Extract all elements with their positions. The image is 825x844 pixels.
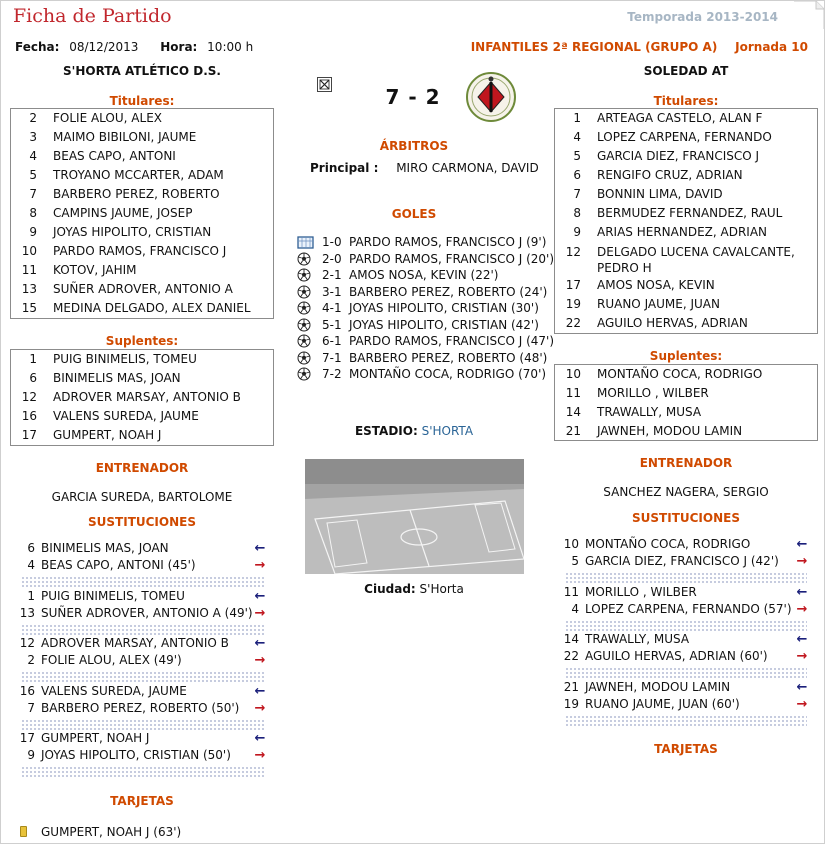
- sub-in-name: JAWNEH, MODOU LAMIN: [585, 679, 731, 694]
- match-score: 7 - 2: [385, 85, 441, 109]
- player-row: [555, 384, 817, 403]
- player-name: RENGIFO CRUZ, ADRIAN: [597, 168, 743, 182]
- stadium-link[interactable]: S'HORTA: [421, 424, 474, 438]
- player-row: [11, 426, 273, 445]
- substitution-entry: [17, 540, 271, 580]
- stadium-label: ESTADIO:: [354, 424, 418, 438]
- sub-out-name: FOLIE ALOU, ALEX (49'): [41, 653, 182, 667]
- page-title: Ficha de Partido: [13, 5, 172, 27]
- player-row: [555, 365, 817, 384]
- player-row: [555, 185, 817, 204]
- substitution-entry: [561, 631, 813, 671]
- player-number: 1: [29, 352, 37, 366]
- arrow-left-icon: ←: [796, 632, 808, 647]
- player-name: LOPEZ CARPENA, FERNANDO: [597, 130, 772, 144]
- player-row: [555, 204, 817, 223]
- away-subs-heading: Suplentes:: [649, 349, 723, 363]
- arrow-right-icon: →: [254, 700, 266, 716]
- player-row: [11, 261, 273, 280]
- player-name: JAWNEH, MODOU LAMIN: [597, 424, 743, 438]
- player-name: ARIAS HERNANDEZ, ADRIAN: [597, 225, 768, 239]
- player-name: FOLIE ALOU, ALEX: [53, 111, 162, 125]
- sub-player-in: [17, 588, 271, 605]
- player-name: JOYAS HIPOLITO, CRISTIAN: [53, 225, 212, 239]
- home-subs-list: [10, 349, 274, 446]
- arrow-left-icon: ←: [254, 731, 266, 746]
- date-value: 08/12/2013: [69, 40, 139, 54]
- player-row: [11, 109, 273, 128]
- substitution-entry: [17, 730, 271, 770]
- substitution-entry: [561, 679, 813, 719]
- player-name: BEAS CAPO, ANTONI: [53, 149, 176, 163]
- sub-out-number: 19: [563, 696, 579, 711]
- player-number: 5: [573, 149, 581, 163]
- player-row: [555, 295, 817, 314]
- home-starters-heading: Titulares:: [109, 94, 175, 108]
- soccer-ball-icon: [297, 318, 312, 332]
- sub-in-number: 6: [27, 541, 35, 555]
- arrow-right-icon: →: [796, 601, 808, 617]
- substitution-separator: [21, 624, 265, 636]
- soccer-ball-icon: [297, 301, 312, 315]
- arrow-left-icon: ←: [796, 537, 808, 552]
- sub-in-name: TRAWALLY, MUSA: [585, 632, 690, 646]
- goal-scorer: JOYAS HIPOLITO, CRISTIAN (30'): [349, 301, 539, 315]
- soccer-ball-icon: [297, 285, 312, 299]
- time-label: Hora:: [160, 40, 198, 54]
- goal-score: 3-1: [322, 284, 342, 299]
- player-row: [555, 109, 817, 128]
- player-name: AMOS NOSA, KEVIN: [597, 278, 715, 292]
- sub-out-name: AGUILO HERVAS, ADRIAN (60'): [585, 649, 768, 663]
- player-row: [11, 407, 273, 426]
- season-label: Temporada 2013-2014: [627, 10, 778, 24]
- sub-player-in: [17, 683, 271, 700]
- sub-player-out: [17, 700, 271, 717]
- player-number: 12: [565, 245, 581, 259]
- sub-in-name: VALENS SUREDA, JAUME: [41, 683, 187, 698]
- date-label: Fecha:: [15, 40, 60, 54]
- player-row: [11, 128, 273, 147]
- player-number: 4: [29, 149, 37, 163]
- player-number: 6: [573, 168, 581, 182]
- home-crest-placeholder-icon: [317, 77, 332, 92]
- goal-score: 1-0: [322, 235, 342, 249]
- player-name: MONTAÑO COCA, RODRIGO: [597, 367, 763, 381]
- player-name: GARCIA DIEZ, FRANCISCO J: [597, 149, 760, 163]
- player-number: 5: [29, 168, 37, 182]
- goal-scorer: PARDO RAMOS, FRANCISCO J (47'): [349, 334, 555, 348]
- sub-player-in: [17, 730, 271, 747]
- soccer-ball-icon: [297, 268, 312, 282]
- player-number: 12: [21, 390, 37, 404]
- sub-player-out: [561, 648, 813, 665]
- city-label: Ciudad:: [364, 582, 416, 596]
- away-substitutions-heading: SUSTITUCIONES: [632, 511, 740, 525]
- player-number: 9: [573, 225, 581, 239]
- player-name: ADROVER MARSAY, ANTONIO B: [53, 390, 241, 404]
- referee-principal: [310, 161, 539, 175]
- player-row: [11, 280, 273, 299]
- player-number: 11: [565, 386, 581, 400]
- sub-player-in: [561, 631, 813, 648]
- substitution-separator: [21, 671, 265, 683]
- goal-scorer: AMOS NOSA, KEVIN (22'): [349, 268, 499, 282]
- arrow-left-icon: ←: [796, 679, 808, 695]
- goal-score: 5-1: [322, 317, 342, 332]
- sub-player-out: [17, 747, 271, 764]
- player-row: [555, 242, 817, 276]
- player-name: TRAWALLY, MUSA: [597, 405, 702, 419]
- soccer-ball-icon: [297, 367, 312, 381]
- sub-out-name: SUÑER ADROVER, ANTONIO A (49'): [41, 605, 253, 620]
- player-number: 9: [29, 225, 37, 239]
- away-cards-heading: TARJETAS: [654, 742, 718, 756]
- player-name: AGUILO HERVAS, ADRIAN: [597, 316, 748, 330]
- player-name: KOTOV, JAHIM: [53, 263, 137, 277]
- away-team-name: SOLEDAD AT: [643, 64, 729, 78]
- sub-player-in: [561, 584, 813, 601]
- soccer-ball-icon: [297, 252, 312, 266]
- player-row: [11, 350, 273, 369]
- time-value: 10:00 h: [207, 40, 254, 54]
- referees-heading: ÁRBITROS: [379, 139, 449, 153]
- player-name: PUIG BINIMELIS, TOMEU: [53, 352, 197, 366]
- home-cards-heading: TARJETAS: [110, 794, 174, 808]
- away-subs-list: [554, 364, 818, 441]
- player-row: [555, 147, 817, 166]
- goal-scorer: BARBERO PEREZ, ROBERTO (48'): [349, 350, 548, 365]
- goal-scorer: PARDO RAMOS, FRANCISCO J (20'): [349, 251, 555, 266]
- player-name: BONNIN LIMA, DAVID: [597, 187, 723, 201]
- referee-name: MIRO CARMONA, DAVID: [396, 161, 539, 175]
- player-number: 4: [573, 130, 581, 144]
- player-row: [555, 403, 817, 422]
- player-name: BARBERO PEREZ, ROBERTO: [53, 187, 220, 201]
- substitution-separator: [565, 667, 807, 679]
- arrow-right-icon: →: [796, 696, 808, 712]
- player-name: BERMUDEZ FERNANDEZ, RAUL: [597, 206, 783, 220]
- arrow-left-icon: ←: [254, 541, 266, 556]
- player-row: [11, 223, 273, 242]
- home-card-player: GUMPERT, NOAH J (63'): [41, 825, 182, 839]
- player-number: 16: [21, 409, 37, 423]
- city-info: [301, 582, 527, 596]
- player-number: 21: [565, 424, 581, 438]
- soccer-ball-icon: [297, 351, 312, 365]
- player-row: [555, 314, 817, 333]
- arrow-right-icon: →: [254, 558, 266, 573]
- sub-in-number: 12: [19, 636, 35, 650]
- sub-player-out: [17, 652, 271, 669]
- player-number: 7: [29, 187, 37, 201]
- player-row: [11, 147, 273, 166]
- player-row: [11, 166, 273, 185]
- goal-score: 7-2: [322, 367, 342, 381]
- player-row: [555, 223, 817, 242]
- home-coach-heading: ENTRENADOR: [95, 461, 189, 475]
- sub-out-number: 22: [563, 649, 579, 663]
- goal-scorer: PARDO RAMOS, FRANCISCO J (9'): [349, 235, 547, 249]
- arrow-left-icon: ←: [254, 683, 266, 699]
- sub-in-number: 11: [563, 584, 579, 599]
- sub-out-name: BARBERO PEREZ, ROBERTO (50'): [41, 700, 240, 715]
- city-name: S'Horta: [419, 582, 464, 596]
- sub-player-in: [561, 536, 813, 553]
- away-coach-heading: ENTRENADOR: [639, 456, 733, 470]
- substitution-separator: [21, 719, 265, 731]
- sub-player-out: [561, 601, 813, 618]
- competition-info: [471, 40, 808, 54]
- round-label: Jornada 10: [735, 40, 808, 54]
- sub-in-number: 10: [563, 537, 579, 551]
- substitution-entry: [561, 536, 813, 576]
- referee-role: Principal :: [310, 161, 379, 175]
- goal-score: 6-1: [322, 334, 342, 348]
- stadium-info: [301, 424, 527, 438]
- player-number: 19: [565, 297, 581, 311]
- sub-out-number: 4: [571, 601, 579, 616]
- home-starters-list: [10, 108, 274, 319]
- away-team-crest-icon: [465, 71, 517, 123]
- goal-score: 2-1: [322, 268, 342, 282]
- player-name: VALENS SUREDA, JAUME: [53, 409, 199, 423]
- player-row: [555, 128, 817, 147]
- competition-name: INFANTILES 2ª REGIONAL (GRUPO A): [470, 40, 718, 54]
- sub-out-number: 13: [19, 605, 35, 620]
- sub-in-name: MORILLO , WILBER: [585, 584, 697, 599]
- sub-player-out: [561, 696, 813, 713]
- sub-in-name: GUMPERT, NOAH J: [41, 731, 150, 745]
- sub-in-name: BINIMELIS MAS, JOAN: [41, 541, 169, 555]
- sub-out-number: 7: [27, 700, 35, 715]
- player-name: CAMPINS JAUME, JOSEP: [53, 206, 193, 220]
- substitution-entry: [17, 683, 271, 723]
- sub-in-number: 21: [563, 679, 579, 694]
- player-number: 8: [573, 206, 581, 220]
- arrow-right-icon: →: [254, 748, 266, 763]
- player-row: [555, 422, 817, 441]
- sub-out-name: RUANO JAUME, JUAN (60'): [585, 696, 740, 711]
- player-number: 13: [21, 282, 37, 296]
- goal-score: 4-1: [322, 301, 342, 315]
- player-name: PARDO RAMOS, FRANCISCO J: [53, 244, 227, 258]
- player-number: 2: [29, 111, 37, 125]
- away-coach-name: SANCHEZ NAGERA, SERGIO: [603, 485, 769, 499]
- stadium-photo: [305, 459, 524, 574]
- sub-out-number: 4: [27, 558, 35, 572]
- player-row: [555, 166, 817, 185]
- goal-scorer: MONTAÑO COCA, RODRIGO (70'): [349, 367, 547, 381]
- player-number: 22: [565, 316, 581, 330]
- substitution-separator: [565, 620, 807, 632]
- sub-in-number: 17: [19, 731, 35, 745]
- player-name: MAIMO BIBILONI, JAUME: [53, 130, 197, 144]
- player-number: 17: [21, 428, 37, 442]
- sub-out-name: JOYAS HIPOLITO, CRISTIAN (50'): [41, 748, 231, 762]
- goals-heading: GOLES: [391, 207, 437, 221]
- goal-score: 7-1: [322, 350, 342, 365]
- player-name: ARTEAGA CASTELO, ALAN F: [597, 111, 763, 125]
- player-name: TROYANO MCCARTER, ADAM: [53, 168, 224, 182]
- sub-in-name: PUIG BINIMELIS, TOMEU: [41, 588, 185, 603]
- player-name: BINIMELIS MAS, JOAN: [53, 371, 181, 385]
- sub-in-number: 14: [563, 632, 579, 646]
- sub-out-name: LOPEZ CARPENA, FERNANDO (57'): [585, 601, 792, 616]
- home-coach-name: GARCIA SUREDA, BARTOLOME: [51, 490, 233, 504]
- player-number: 8: [29, 206, 37, 220]
- player-number: 11: [21, 263, 37, 277]
- home-team-name: S'HORTA ATLÉTICO D.S.: [63, 64, 221, 78]
- substitution-entry: [561, 584, 813, 624]
- arrow-left-icon: ←: [796, 584, 808, 600]
- player-row: [11, 185, 273, 204]
- player-row: [11, 369, 273, 388]
- away-starters-heading: Titulares:: [653, 94, 719, 108]
- soccer-ball-icon: [297, 334, 312, 348]
- player-name: DELGADO LUCENA CAVALCANTE, PEDRO H: [597, 245, 795, 275]
- sub-player-out: [17, 557, 271, 574]
- player-name: MEDINA DELGADO, ALEX DANIEL: [53, 301, 251, 315]
- goal-scorer: BARBERO PEREZ, ROBERTO (24'): [349, 284, 548, 299]
- yellow-card-icon: [20, 826, 27, 837]
- player-number: 3: [29, 130, 37, 144]
- sub-in-number: 1: [27, 588, 35, 603]
- player-name: MORILLO , WILBER: [597, 386, 709, 400]
- match-date-time: [15, 40, 253, 54]
- substitution-separator: [565, 572, 807, 584]
- player-row: [11, 299, 273, 318]
- page-fold-icon: [794, 1, 824, 29]
- player-row: [11, 204, 273, 223]
- player-number: 17: [565, 278, 581, 292]
- player-number: 7: [573, 187, 581, 201]
- arrow-right-icon: →: [796, 649, 808, 664]
- sub-out-name: BEAS CAPO, ANTONI (45'): [41, 558, 196, 572]
- player-row: [11, 242, 273, 261]
- goal-score: 2-0: [322, 251, 342, 266]
- player-row: [555, 276, 817, 295]
- sub-player-in: [17, 635, 271, 652]
- arrow-left-icon: ←: [254, 636, 266, 651]
- stadium-pitch-image: [305, 459, 524, 574]
- sub-in-name: MONTAÑO COCA, RODRIGO: [585, 537, 751, 551]
- arrow-right-icon: →: [254, 653, 266, 668]
- sub-out-number: 2: [27, 653, 35, 667]
- player-number: 6: [29, 371, 37, 385]
- home-subs-heading: Suplentes:: [105, 334, 179, 348]
- player-name: GUMPERT, NOAH J: [53, 428, 162, 442]
- home-substitutions-heading: SUSTITUCIONES: [88, 515, 196, 529]
- sub-player-in: [17, 540, 271, 557]
- substitution-separator: [21, 576, 265, 588]
- player-number: 10: [21, 244, 37, 258]
- player-row: [11, 388, 273, 407]
- arrow-right-icon: →: [254, 605, 266, 621]
- away-starters-list: [554, 108, 818, 334]
- arrow-left-icon: ←: [254, 588, 266, 604]
- goal-scorer: JOYAS HIPOLITO, CRISTIAN (42'): [349, 317, 539, 332]
- sub-in-number: 16: [19, 683, 35, 698]
- player-name: SUÑER ADROVER, ANTONIO A: [53, 282, 233, 296]
- player-number: 10: [565, 367, 581, 381]
- sub-player-out: [17, 605, 271, 622]
- player-number: 15: [21, 301, 37, 315]
- player-number: 14: [565, 405, 581, 419]
- substitution-entry: [17, 588, 271, 628]
- player-name: RUANO JAUME, JUAN: [597, 297, 720, 311]
- goal-net-icon: [297, 235, 312, 249]
- player-number: 1: [573, 111, 581, 125]
- arrow-right-icon: →: [796, 554, 808, 569]
- sub-player-out: [561, 553, 813, 570]
- sub-in-name: ADROVER MARSAY, ANTONIO B: [41, 636, 229, 650]
- substitution-entry: [17, 635, 271, 675]
- sub-player-in: [561, 679, 813, 696]
- sub-out-number: 9: [27, 748, 35, 762]
- sub-out-number: 5: [571, 554, 579, 568]
- substitution-separator: [21, 766, 265, 778]
- sub-out-name: GARCIA DIEZ, FRANCISCO J (42'): [585, 554, 779, 568]
- substitution-separator: [565, 715, 807, 727]
